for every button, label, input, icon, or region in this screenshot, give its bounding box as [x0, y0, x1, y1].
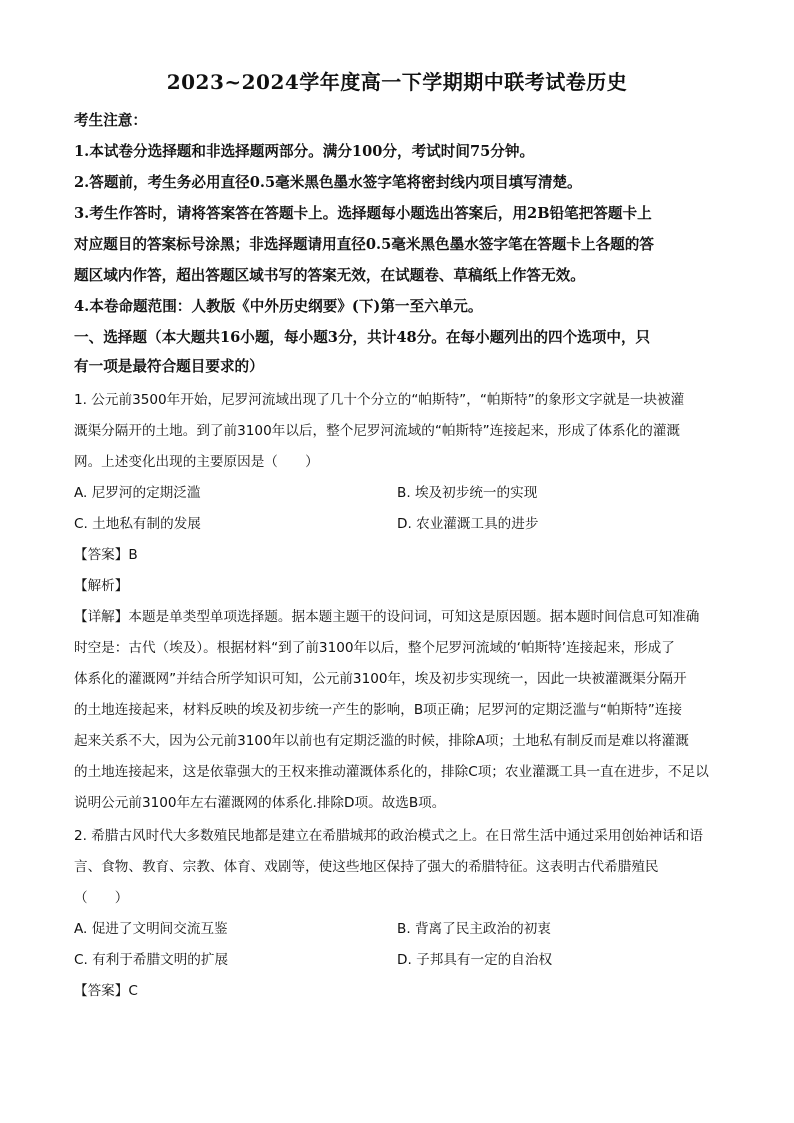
notice-item: 题区域内作答，超出答题区域书写的答案无效，在试题卷、草稿纸上作答无效。	[74, 267, 585, 284]
option-a: A. 尼罗河的定期泛滥	[74, 485, 201, 501]
notice-item: 2.答题前，考生务必用直径0.5毫米黑色墨水签字笔将密封线内项目填写清楚。	[74, 174, 582, 191]
answer-label: 【答案】C	[74, 983, 138, 999]
explanation-line: 起来关系不大，因为公元前3100年以前也有定期泛滥的时候，排除A项；土地私有制反而是难以将灌溉	[74, 733, 689, 749]
question-stem: （ ）	[74, 890, 129, 906]
notice-item: 3.考生作答时，请将答案答在答题卡上。选择题每小题选出答案后，用2B铅笔把答题卡上	[74, 205, 652, 222]
option-c: C. 有利于希腊文明的扩展	[74, 952, 229, 968]
explanation-line: 【详解】本题是单类型单项选择题。据本题主题干的设问词，可知这是原因题。据本题时间信息可知准确	[74, 609, 700, 625]
explanation-line: 时空是：古代（埃及）。根据材料“到了前3100年以后，整个尼罗河流域的‘帕斯特’连接起来，形成了	[74, 640, 675, 656]
question-stem: 2. 希腊古风时代大多数殖民地都是建立在希腊城邦的政治模式之上。在日常生活中通过采用创始神话和语	[74, 828, 704, 844]
notice-heading: 考生注意：	[74, 112, 147, 129]
question-stem: 言、食物、教育、宗教、体育、戏剧等，使这些地区保持了强大的希腊特征。这表明古代希腊殖民	[74, 859, 659, 875]
explanation-line: 体系化的灌溉网”并结合所学知识可知，公元前3100年，埃及初步实现统一，因此一块被灌溉渠分隔开	[74, 671, 687, 687]
notice-item: 对应题目的答案标号涂黑；非选择题请用直径0.5毫米黑色墨水签字笔在答题卡上各题的答	[74, 236, 654, 253]
analysis-label: 【解析】	[74, 578, 129, 594]
option-b: B. 埃及初步统一的实现	[397, 485, 538, 501]
option-d: D. 农业灌溉工具的进步	[397, 516, 539, 532]
page-title: 2023~2024学年度高一下学期期中联考试卷历史	[166, 70, 628, 94]
answer-label: 【答案】B	[74, 547, 138, 563]
explanation-line: 说明公元前3100年左右灌溉网的体系化.排除D项。故选B项。	[74, 795, 446, 811]
notice-item: 1.本试卷分选择题和非选择题两部分。满分100分，考试时间75分钟。	[74, 143, 535, 160]
explanation-line: 的土地连接起来，这是依靠强大的王权来推动灌溉体系化的，排除C项；农业灌溉工具一直在进步，不足以	[74, 764, 709, 780]
notice-item: 4.本卷命题范围：人教版《中外历史纲要》(下)第一至六单元。	[74, 298, 483, 315]
explanation-line: 的土地连接起来，材料反映的埃及初步统一产生的影响，B项正确；尼罗河的定期泛滥与“帕斯特”连接	[74, 702, 682, 718]
option-a: A. 促进了文明间交流互鉴	[74, 921, 228, 937]
question-stem: 溉渠分隔开的土地。到了前3100年以后，整个尼罗河流域的“帕斯特”连接起来，形成了体系化的灌溉	[74, 423, 681, 439]
question-stem: 网。上述变化出现的主要原因是（ ）	[74, 454, 319, 470]
section-heading-cont: 有一项是最符合题目要求的）	[74, 358, 264, 375]
section-heading: 一、选择题（本大题共16小题，每小题3分，共计48分。在每小题列出的四个选项中，只	[74, 329, 651, 346]
option-b: B. 背离了民主政治的初衷	[397, 921, 551, 937]
option-c: C. 土地私有制的发展	[74, 516, 201, 532]
question-stem: 1. 公元前3500年开始，尼罗河流域出现了几十个分立的“帕斯特”，“帕斯特”的象形文字就是一块被灌	[74, 392, 685, 408]
option-d: D. 子邦具有一定的自治权	[397, 952, 553, 968]
